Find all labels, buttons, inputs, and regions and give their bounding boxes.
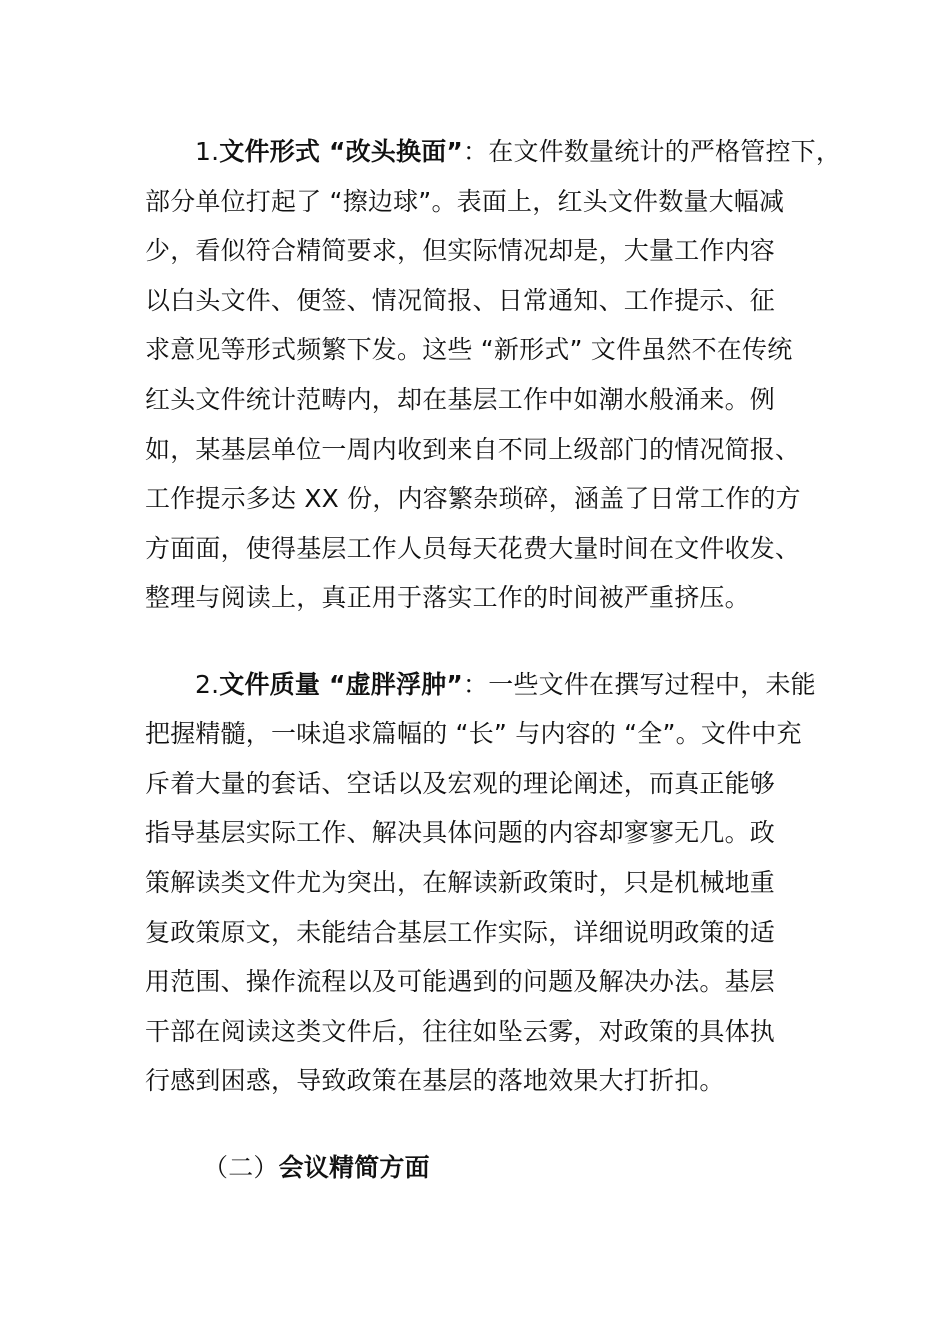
paragraph-1-line-9: 方面面，使得基层工作人员每天花费大量时间在文件收发、 <box>145 534 801 563</box>
paragraph-1-line-1 <box>195 127 841 177</box>
paragraph-2-line-7: 用范围、操作流程以及可能遇到的问题及解决办法。基层 <box>145 967 776 996</box>
paragraph-2-number: 2. <box>195 670 220 699</box>
paragraph-2-line-3: 斥着大量的套话、空话以及宏观的理论阐述，而真正能够 <box>145 769 776 798</box>
paragraph-1-line-10: 整理与阅读上，真正用于落实工作的时间被严重挤压。 <box>145 583 750 612</box>
paragraph-1-number: 1. <box>195 137 220 166</box>
paragraph-1-line-3: 少，看似符合精简要求，但实际情况却是，大量工作内容 <box>145 236 776 265</box>
paragraph-2-line-4: 指导基层实际工作、解决具体问题的内容却寥寥无几。政 <box>145 818 776 847</box>
paragraph-2-line-5: 策解读类文件尤为突出，在解读新政策时，只是机械地重 <box>145 868 776 897</box>
paragraph-2-line-2: 把握精髓，一味追求篇幅的 “长” 与内容的 “全”。文件中充 <box>145 719 802 748</box>
section-heading-prefix: （二） <box>203 1153 279 1182</box>
paragraph-1-text: ：在文件数量统计的严格管控下， <box>463 137 842 166</box>
paragraph-1-line-8: 工作提示多达 XX 份，内容繁杂琐碎，涵盖了日常工作的方 <box>145 484 801 513</box>
paragraph-1-line-5: 求意见等形式频繁下发。这些 “新形式” 文件虽然不在传统 <box>145 335 793 364</box>
paragraph-2-line-6: 复政策原文，未能结合基层工作实际，详细说明政策的适 <box>145 918 776 947</box>
paragraph-1-line-2: 部分单位打起了 “擦边球”。表面上，红头文件数量大幅减 <box>145 187 785 216</box>
paragraph-1-title: 文件形式 “改头换面” <box>219 137 464 166</box>
paragraph-2-line-1 <box>195 660 816 710</box>
paragraph-1-line-4: 以白头文件、便签、情况简报、日常通知、工作提示、征 <box>145 286 776 315</box>
paragraph-2-line-9: 行感到困惑，导致政策在基层的落地效果大打折扣。 <box>145 1066 725 1095</box>
paragraph-2-text: ：一些文件在撰写过程中，未能 <box>463 670 816 699</box>
paragraph-2-title: 文件质量 “虚胖浮肿” <box>219 670 464 699</box>
paragraph-1-line-7: 如，某基层单位一周内收到来自不同上级部门的情况简报、 <box>145 435 801 464</box>
section-heading-title: 会议精简方面 <box>278 1153 430 1182</box>
section-heading <box>203 1143 430 1193</box>
paragraph-1-line-6: 红头文件统计范畴内，却在基层工作中如潮水般涌来。例 <box>145 385 776 414</box>
paragraph-2-line-8: 干部在阅读这类文件后，往往如坠云雾，对政策的具体执 <box>145 1017 776 1046</box>
